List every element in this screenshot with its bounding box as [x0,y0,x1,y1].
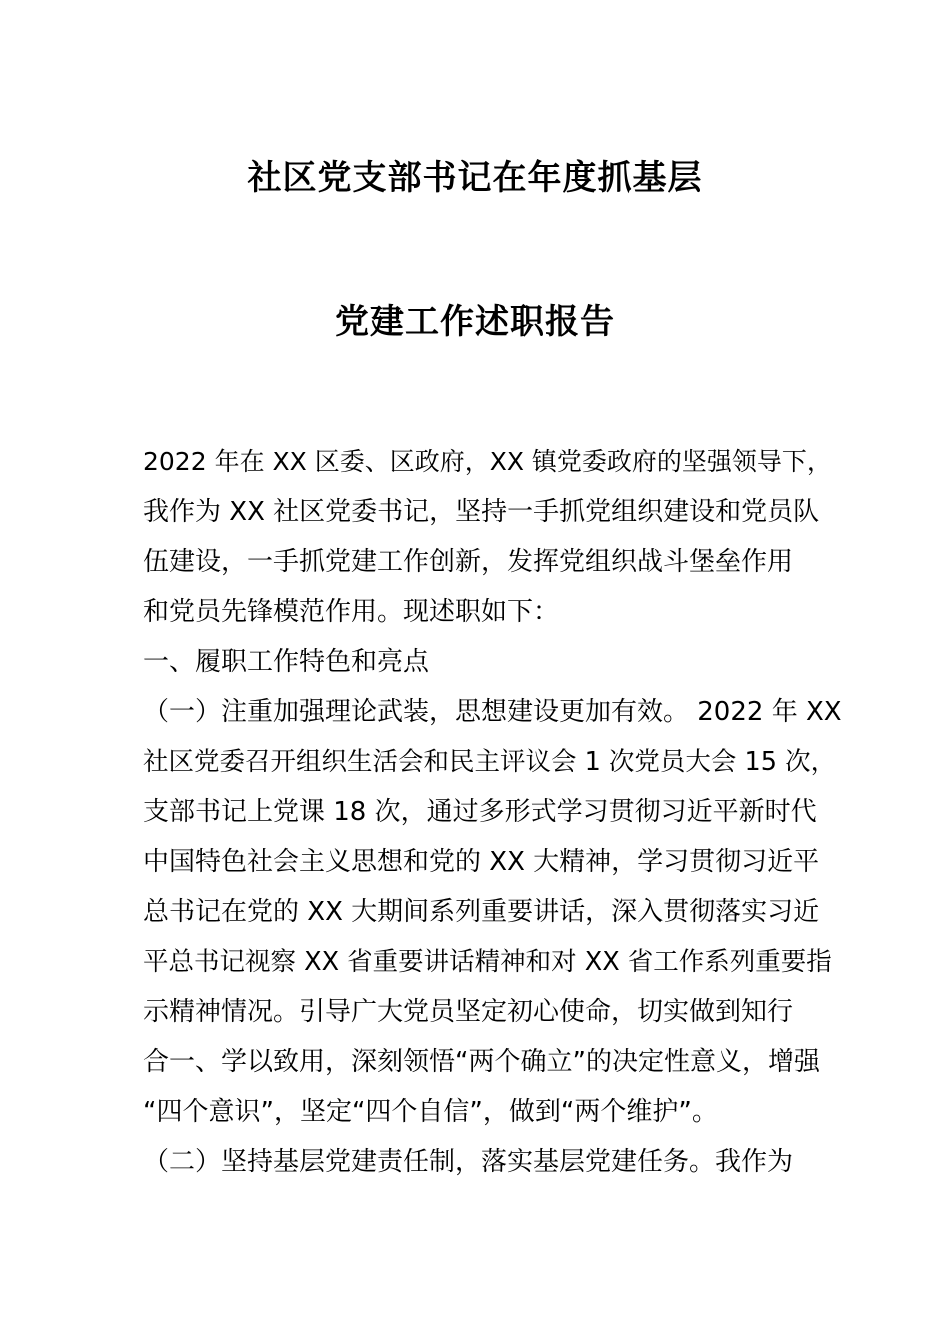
section-heading-1: 一、履职工作特色和亮点 [143,647,430,677]
document-body [143,437,843,1187]
document-title-line-2: 党建工作述职报告 [335,302,615,342]
body-line-13: 合一、学以致用，深刻领悟“两个确立”的决定性意义，增强 [143,1047,820,1077]
body-line-2: 我作为 XX 社区党委书记，坚持一手抓党组织建设和党员队 [143,497,820,527]
body-line-11: 平总书记视察 XX 省重要讲话精神和对 XX 省工作系列重要指 [143,947,832,977]
body-line-10: 总书记在党的 XX 大期间系列重要讲话，深入贯彻落实习近 [143,897,820,927]
body-line-9: 中国特色社会主义思想和党的 XX 大精神，学习贯彻习近平 [143,847,820,877]
body-line-12: 示精神情况。引导广大党员坚定初心使命，切实做到知行 [143,997,794,1027]
body-line-14: “四个意识”，坚定“四个自信”，做到“两个维护”。 [143,1097,718,1127]
body-line-4: 和党员先锋模范作用。现述职如下： [143,597,560,627]
document-title-line-1: 社区党支部书记在年度抓基层 [247,158,703,198]
body-line-7: 社区党委召开组织生活会和民主评议会 1 次党员大会 15 次， [143,747,837,777]
body-line-15: （二）坚持基层党建责任制，落实基层党建任务。我作为 [143,1147,794,1177]
body-line-3: 伍建设，一手抓党建工作创新，发挥党组织战斗堡垒作用 [143,547,794,577]
body-line-1: 2022 年在 XX 区委、区政府，XX 镇党委政府的坚强领导下， [143,447,832,476]
body-line-6: （一）注重加强理论武装，思想建设更加有效。 2022 年 XX [143,697,842,727]
body-line-8: 支部书记上党课 18 次，通过多形式学习贯彻习近平新时代 [143,797,817,827]
